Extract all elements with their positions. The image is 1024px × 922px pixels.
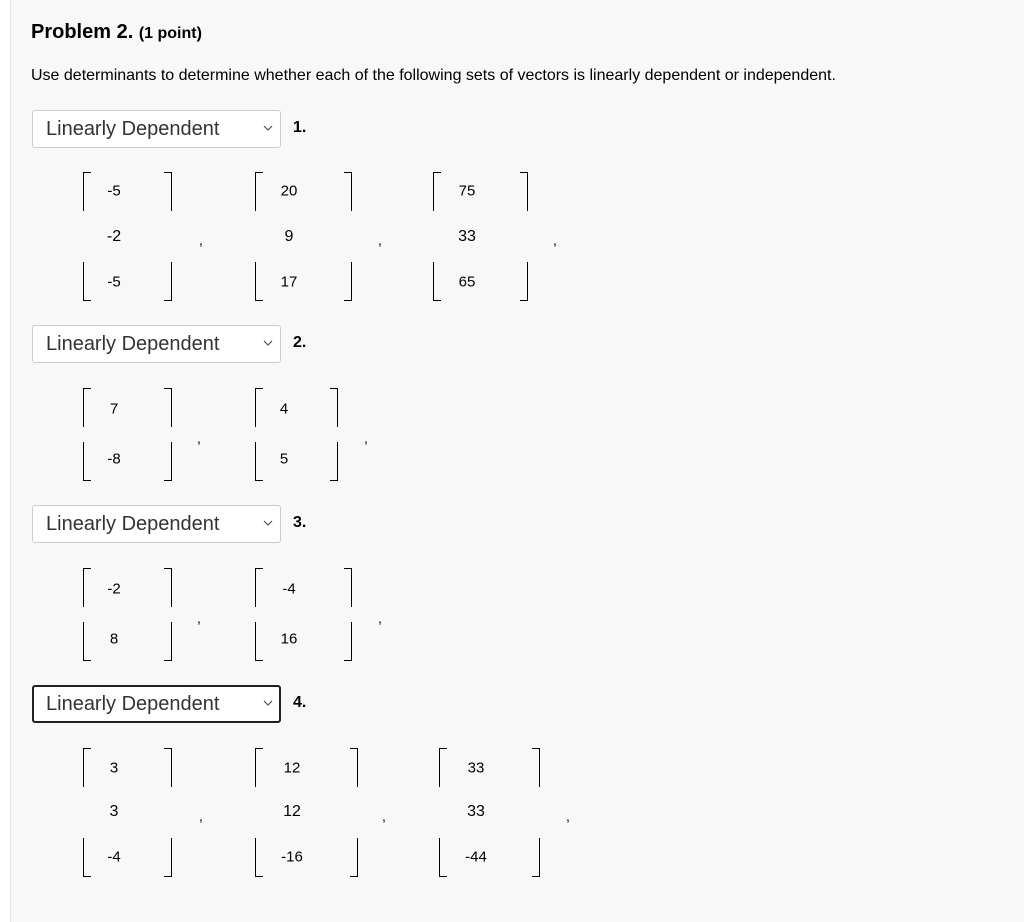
bracket-right-bottom bbox=[164, 262, 172, 301]
vector-entry: 3 bbox=[109, 759, 119, 777]
chevron-down-icon bbox=[262, 122, 274, 134]
problem-title bbox=[31, 21, 202, 44]
bracket-left-top bbox=[255, 172, 263, 211]
bracket-left-bottom bbox=[255, 838, 263, 877]
vector-entry: -4 bbox=[282, 580, 296, 598]
vector-entry: 3 bbox=[109, 803, 119, 820]
vector-entry: 16 bbox=[280, 630, 298, 648]
bracket-right-top bbox=[164, 172, 172, 211]
vector-entry: -4 bbox=[107, 848, 121, 866]
bracket-right-bottom bbox=[164, 622, 172, 661]
vector-entry: -16 bbox=[281, 848, 303, 866]
vector-entry: -5 bbox=[107, 273, 121, 291]
bracket-right-bottom bbox=[164, 838, 172, 877]
problem-number-3: 3. bbox=[293, 514, 307, 531]
bracket-left-top bbox=[255, 748, 263, 787]
bracket-left-bottom bbox=[439, 838, 447, 877]
vector-entry: 12 bbox=[283, 803, 301, 820]
bracket-left-top bbox=[255, 568, 263, 607]
bracket-right-bottom bbox=[164, 442, 172, 481]
chevron-down-icon bbox=[262, 337, 274, 349]
bracket-right-top bbox=[164, 388, 172, 427]
bracket-left-bottom bbox=[83, 442, 91, 481]
problem-points: (1 point) bbox=[138, 25, 202, 42]
vector-separator: , bbox=[566, 808, 570, 824]
bracket-right-bottom bbox=[344, 262, 352, 301]
bracket-right-top bbox=[164, 748, 172, 787]
vector-separator: , bbox=[378, 232, 382, 248]
problem-number-2: 2. bbox=[293, 334, 307, 351]
vector-entry: 5 bbox=[279, 450, 289, 468]
answer-select-1-value: Linearly Dependent bbox=[46, 118, 220, 140]
bracket-right-top bbox=[350, 748, 358, 787]
vector-entry: 75 bbox=[458, 182, 476, 200]
vector-entry: 33 bbox=[458, 228, 476, 245]
vector-entry: 20 bbox=[280, 182, 298, 200]
vector-separator: , bbox=[199, 232, 203, 248]
bracket-left-top bbox=[255, 388, 263, 427]
vector-separator: , bbox=[553, 232, 557, 248]
problem-heading: Problem 2. bbox=[31, 21, 134, 43]
vector-separator: , bbox=[382, 808, 386, 824]
answer-select-3[interactable] bbox=[32, 505, 281, 543]
bracket-left-bottom bbox=[433, 262, 441, 301]
bracket-right-top bbox=[344, 172, 352, 211]
vector-entry: -2 bbox=[107, 580, 121, 598]
bracket-right-bottom bbox=[344, 622, 352, 661]
answer-select-2[interactable] bbox=[32, 325, 281, 363]
bracket-right-top bbox=[344, 568, 352, 607]
bracket-left-top bbox=[83, 748, 91, 787]
bracket-right-top bbox=[164, 568, 172, 607]
vector-entry: -5 bbox=[107, 182, 121, 200]
vector-separator: , bbox=[199, 808, 203, 824]
vector-separator: , bbox=[197, 610, 201, 626]
problem-number-4: 4. bbox=[293, 694, 307, 711]
bracket-left-top bbox=[83, 172, 91, 211]
bracket-left-bottom bbox=[255, 622, 263, 661]
bracket-right-top bbox=[330, 388, 338, 427]
vector-entry: -44 bbox=[465, 848, 487, 866]
answer-select-3-value: Linearly Dependent bbox=[46, 513, 220, 535]
bracket-left-bottom bbox=[83, 262, 91, 301]
chevron-down-icon bbox=[262, 517, 274, 529]
vector-entry: 17 bbox=[280, 273, 298, 291]
bracket-left-bottom bbox=[255, 262, 263, 301]
instructions-text: Use determinants to determine whether each of the following sets of vectors is linearly dependent or independent. bbox=[31, 67, 836, 84]
bracket-right-bottom bbox=[532, 838, 540, 877]
bracket-left-bottom bbox=[83, 838, 91, 877]
vector-entry: 4 bbox=[279, 400, 289, 418]
bracket-left-top bbox=[439, 748, 447, 787]
vector-entry: -8 bbox=[107, 450, 121, 468]
answer-select-2-value: Linearly Dependent bbox=[46, 333, 220, 355]
bracket-left-top bbox=[433, 172, 441, 211]
vector-separator: , bbox=[378, 610, 382, 626]
vector-entry: 33 bbox=[467, 759, 485, 777]
answer-select-4[interactable] bbox=[32, 685, 281, 723]
bracket-left-top bbox=[83, 568, 91, 607]
bracket-left-top bbox=[83, 388, 91, 427]
vector-entry: -2 bbox=[106, 228, 122, 245]
vector-entry: 12 bbox=[283, 759, 301, 777]
bracket-right-bottom bbox=[520, 262, 528, 301]
problem-number-1: 1. bbox=[293, 119, 307, 136]
bracket-left-bottom bbox=[83, 622, 91, 661]
vector-entry: 8 bbox=[109, 630, 119, 648]
vector-entry: 9 bbox=[284, 228, 294, 245]
vector-separator: , bbox=[364, 430, 368, 446]
answer-select-1[interactable] bbox=[32, 110, 281, 148]
vector-separator: , bbox=[197, 430, 201, 446]
vector-entry: 33 bbox=[467, 803, 485, 820]
chevron-down-icon bbox=[262, 697, 274, 709]
vector-entry: 65 bbox=[458, 273, 476, 291]
answer-select-4-value: Linearly Dependent bbox=[46, 693, 220, 715]
bracket-left-bottom bbox=[255, 442, 263, 481]
problem-panel bbox=[10, 0, 1024, 922]
bracket-right-top bbox=[532, 748, 540, 787]
bracket-right-top bbox=[520, 172, 528, 211]
bracket-right-bottom bbox=[330, 442, 338, 481]
bracket-right-bottom bbox=[350, 838, 358, 877]
vector-entry: 7 bbox=[109, 400, 119, 418]
